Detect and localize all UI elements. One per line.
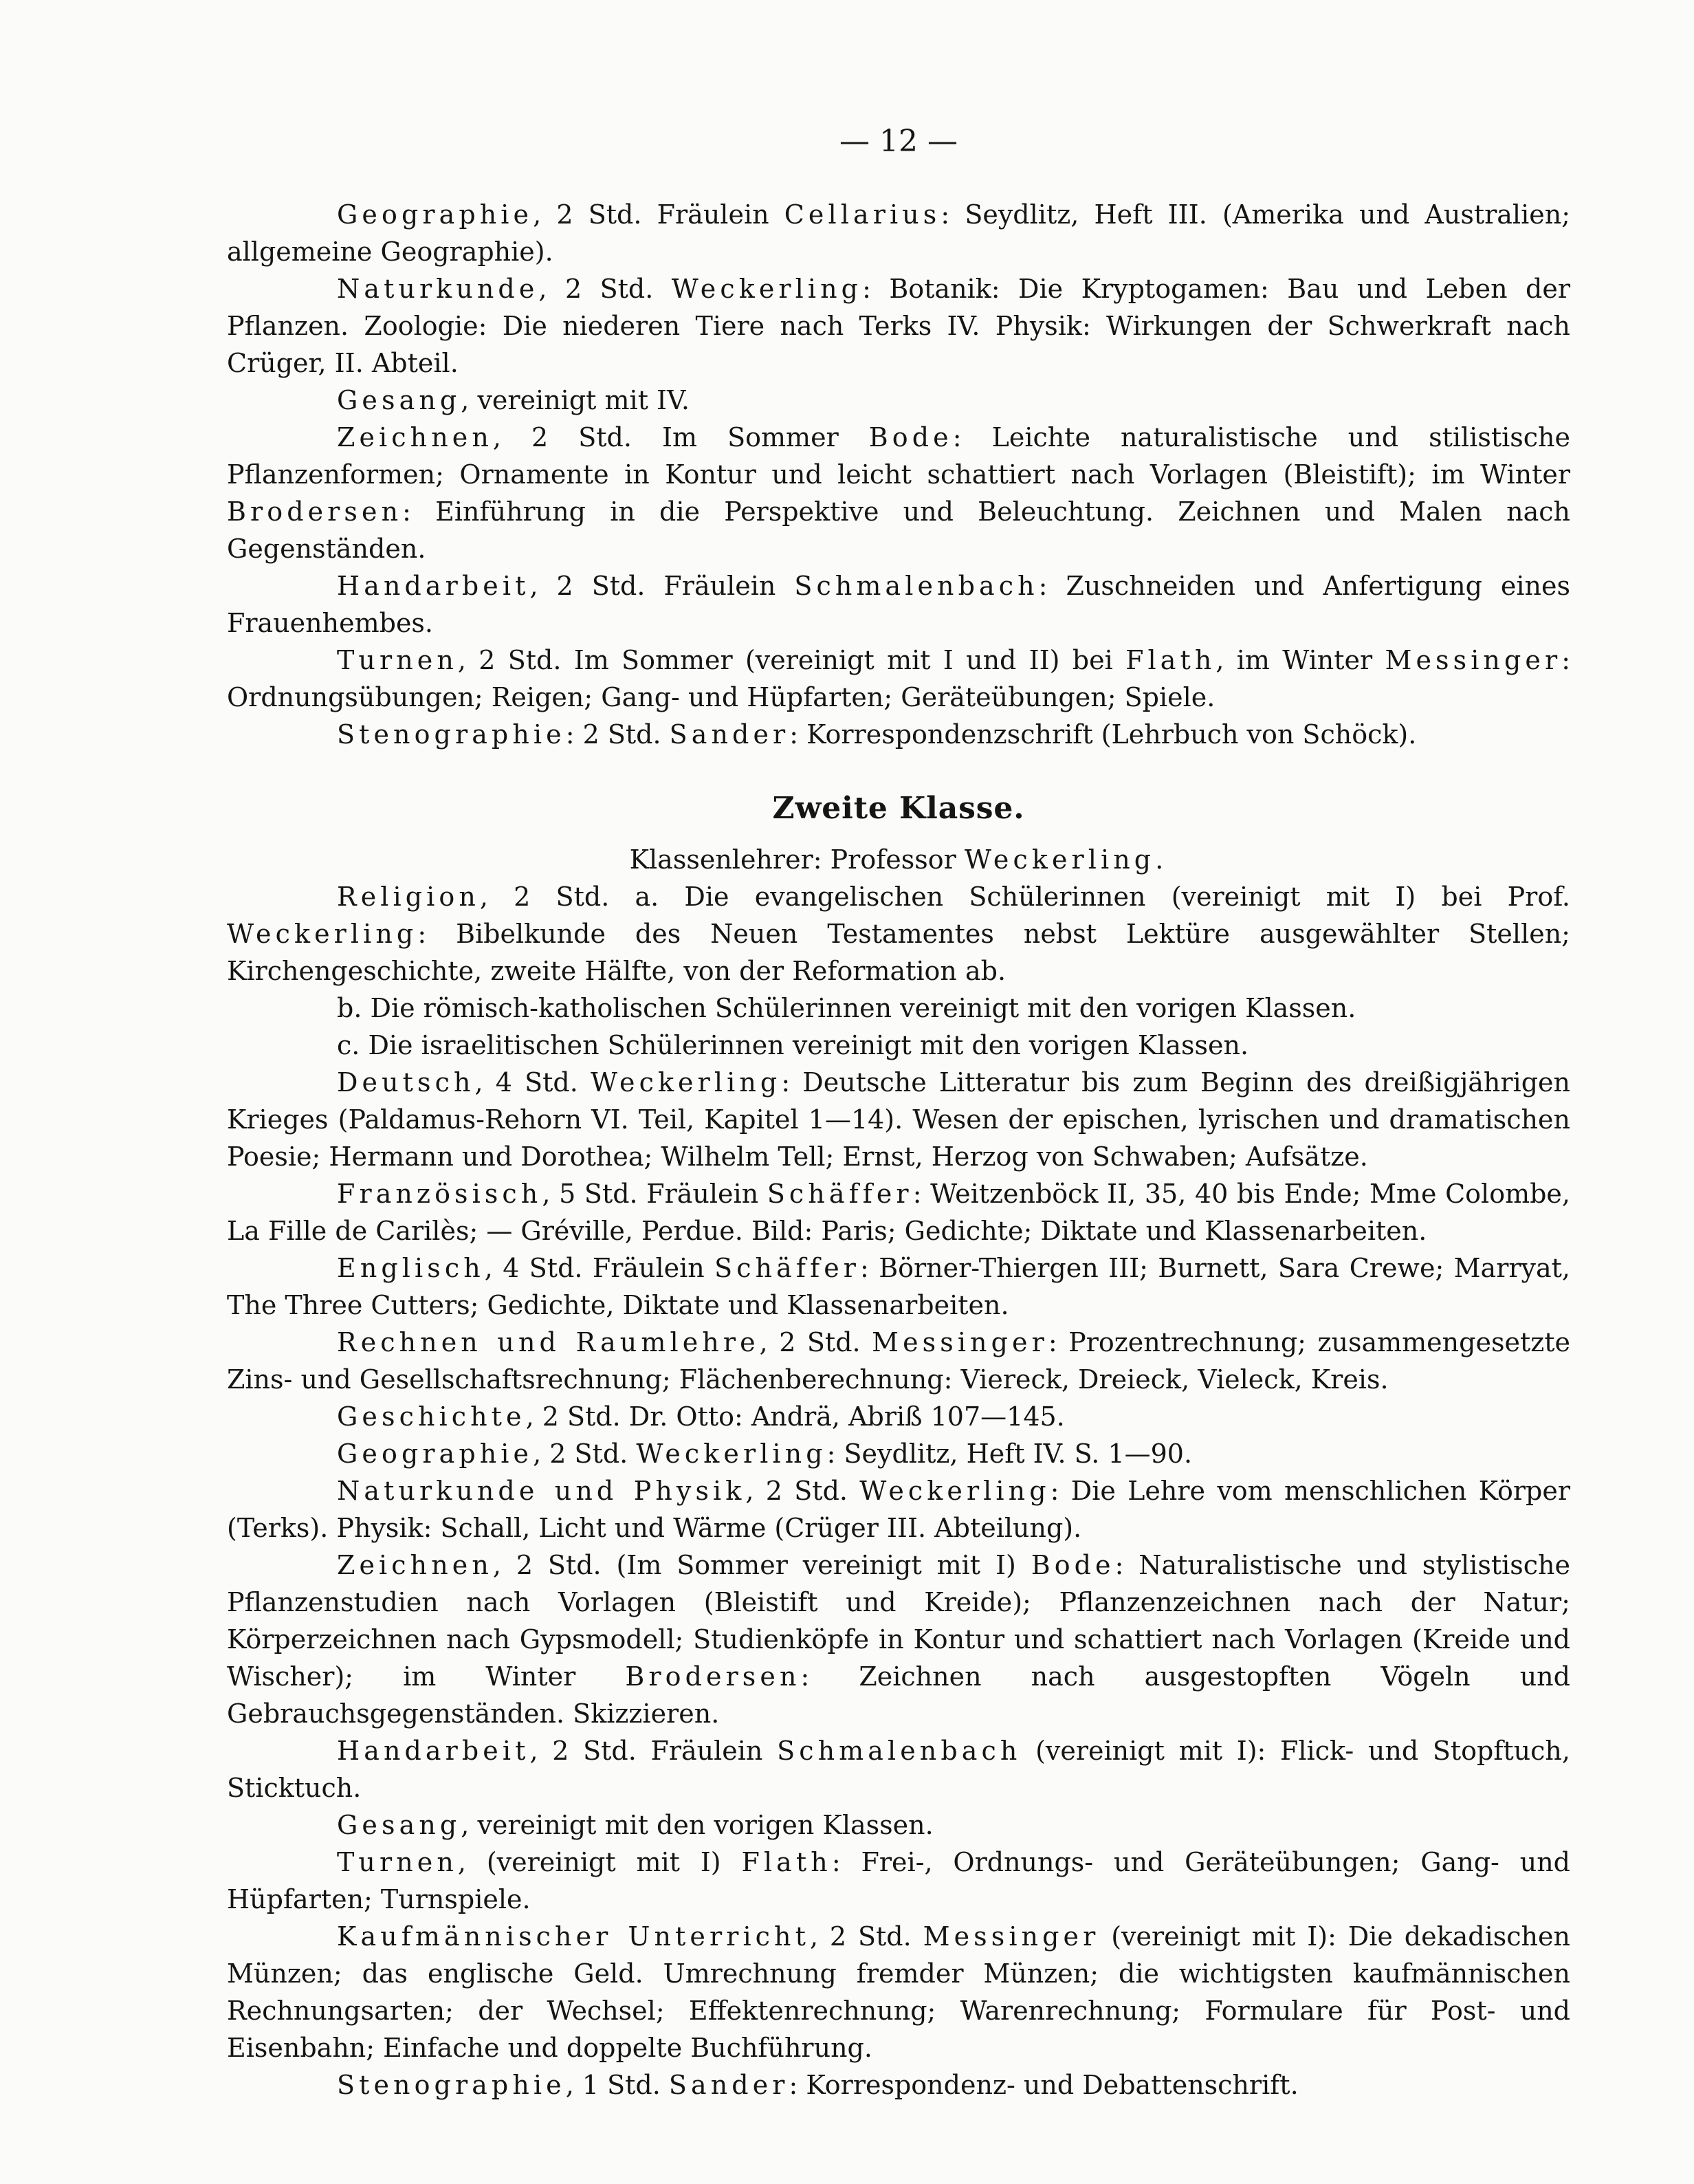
paragraph-religion bbox=[227, 878, 1570, 990]
subject: Handarbeit bbox=[337, 1736, 530, 1766]
paragraph-turnen bbox=[227, 642, 1570, 716]
text: : Korrespondenz- und Debattenschrift. bbox=[789, 2070, 1299, 2100]
paragraph-geographie bbox=[227, 196, 1570, 270]
text: , vereinigt mit den vorigen Klassen. bbox=[461, 1810, 934, 1840]
paragraph-stenographie-2 bbox=[227, 2066, 1570, 2104]
subject: Englisch bbox=[337, 1253, 485, 1283]
text: (vereinigt mit I): Die dekadischen Münzen; das englische Geld. Umrechnung fremder Münzen; die wichtigsten kaufmännischen Rechnungsarten; der Wechsel; Effektenrechnung; Warenrechnung; Formulare für Post- und Eisenbahn; Einfache und doppelte Buchführung. bbox=[227, 1921, 1570, 2063]
text: , 2 Std. Fräulein bbox=[529, 571, 795, 601]
text: : Botanik: Die Kryptogamen: Bau und Leben der Pflanzen. Zoologie: Die niederen Tiere nach Terks IV. Physik: Wirkungen der Schwerkraft nach Crüger, II. Abteil. bbox=[227, 274, 1570, 378]
text: : Seydlitz, Heft IV. S. 1—90. bbox=[826, 1439, 1193, 1469]
text: : Prozentrechnung; zusammengesetzte Zins- und Gesellschaftsrechnung; Flächenberechnung: Viereck, Dreieck, Vieleck, Kreis. bbox=[227, 1327, 1570, 1395]
text: , 2 Std. (Im Sommer vereinigt mit I) bbox=[492, 1550, 1031, 1580]
text: : Einführung in die Perspektive und Beleuchtung. Zeichnen und Malen nach Gegenständen. bbox=[227, 496, 1570, 564]
text: : Zuschneiden und Anfertigung eines Frauenhembes. bbox=[227, 571, 1570, 638]
teacher: Weckerling bbox=[859, 1476, 1050, 1506]
text: , 2 Std. Fräulein bbox=[529, 1736, 778, 1766]
paragraph-zeichnen-2 bbox=[227, 1547, 1570, 1732]
subject: Zeichnen bbox=[337, 1550, 493, 1580]
paragraph-zeichnen bbox=[227, 419, 1570, 567]
class-teacher-line bbox=[227, 841, 1570, 878]
subject: Kaufmännischer Unterricht bbox=[337, 1921, 810, 1952]
paragraph-englisch bbox=[227, 1249, 1570, 1324]
subject: Geschichte bbox=[337, 1401, 526, 1432]
section-title: Zweite Klasse. bbox=[772, 791, 1025, 826]
text: : Die Lehre vom menschlichen Körper (Terks). Physik: Schall, Licht und Wärme (Crüger III. Abteilung). bbox=[227, 1476, 1571, 1543]
subject: Handarbeit bbox=[337, 571, 530, 601]
text: : Leichte naturalistische und stilistische Pflanzenformen; Ornamente in Kontur und leicht schattiert nach Vorlagen (Bleistift); im Winter bbox=[227, 422, 1570, 490]
page-number: — 12 — bbox=[839, 124, 958, 159]
subject: Naturkunde bbox=[337, 274, 539, 304]
text: : Börner-Thiergen III; Burnett, Sara Crewe; Marryat, The Three Cutters; Gedichte, Diktate und Klassenarbeiten. bbox=[227, 1253, 1570, 1320]
subject: Gesang bbox=[337, 385, 461, 415]
text: , 2 Std. Im Sommer bbox=[492, 422, 869, 452]
text: : Frei-, Ordnungs- und Geräteübungen; Gang- und Hüpfarten; Turnspiele. bbox=[227, 1847, 1571, 1914]
paragraph-kaufmaennisch bbox=[227, 1918, 1570, 2066]
subject: Rechnen und Raumlehre bbox=[337, 1327, 760, 1357]
teacher: Messinger bbox=[872, 1327, 1048, 1357]
subject: Naturkunde und Physik bbox=[337, 1476, 746, 1506]
paragraph-religion-b: b. Die römisch-katholischen Schülerinnen vereinigt mit den vorigen Klassen. bbox=[337, 993, 1356, 1023]
teacher: Bode bbox=[868, 422, 953, 452]
text: : Weitzenböck II, 35, 40 bis Ende; Mme Colombe, La Fille de Carilès; — Gréville, Perdue. Bild: Paris; Gedichte; Diktate und Klassenarbeiten. bbox=[227, 1179, 1570, 1246]
subject: Turnen bbox=[337, 645, 458, 675]
subject: Religion bbox=[337, 882, 480, 912]
text: , im Winter bbox=[1216, 645, 1385, 675]
teacher: Schmalenbach bbox=[777, 1736, 1022, 1766]
text: : 2 Std. bbox=[565, 719, 670, 750]
subject: Geographie bbox=[337, 1439, 534, 1469]
paragraph-stenographie bbox=[227, 716, 1570, 753]
teacher: Weckerling bbox=[671, 274, 863, 304]
teacher: Messinger bbox=[923, 1921, 1100, 1952]
text: , 2 Std. a. Die evangelischen Schülerinnen (vereinigt mit I) bei Prof. bbox=[479, 882, 1570, 912]
text: , 1 Std. bbox=[565, 2070, 669, 2100]
paragraph-handarbeit bbox=[227, 567, 1570, 642]
teacher: Schmalenbach bbox=[794, 571, 1039, 601]
text: , 2 Std. bbox=[809, 1921, 923, 1952]
teacher: Messinger bbox=[1385, 645, 1562, 675]
paragraph-religion-c: c. Die israelitischen Schülerinnen vereinigt mit den vorigen Klassen. bbox=[337, 1030, 1249, 1060]
paragraph-naturkunde bbox=[227, 270, 1570, 382]
teacher: Weckerling bbox=[636, 1439, 827, 1469]
teacher: Cellarius bbox=[784, 199, 941, 230]
paragraph-geographie-2 bbox=[227, 1435, 1570, 1472]
teacher: Flath bbox=[741, 1847, 832, 1877]
teacher: Bode bbox=[1031, 1550, 1115, 1580]
paragraph-turnen-2 bbox=[227, 1844, 1570, 1918]
paragraph-gesang bbox=[227, 382, 1570, 419]
text: , 2 Std. bbox=[538, 274, 672, 304]
text: , 2 Std. bbox=[745, 1476, 860, 1506]
text: , 2 Std. bbox=[759, 1327, 872, 1357]
body-text bbox=[227, 196, 1570, 2104]
teacher: Brodersen bbox=[227, 496, 403, 527]
text: , 2 Std. bbox=[533, 1439, 637, 1469]
text: , 2 Std. Fräulein bbox=[533, 199, 784, 230]
paragraph-franzoesisch bbox=[227, 1175, 1570, 1249]
paragraph-rechnen bbox=[227, 1324, 1570, 1398]
text: , (vereinigt mit I) bbox=[457, 1847, 742, 1877]
subject: Stenographie bbox=[337, 719, 566, 750]
text: (vereinigt mit I): Flick- und Stopftuch, Sticktuch. bbox=[227, 1736, 1570, 1803]
subject: Gesang bbox=[337, 1810, 461, 1840]
text: Klassenlehrer: Professor bbox=[629, 844, 965, 875]
subject: Deutsch bbox=[337, 1067, 475, 1098]
text: , 4 Std. bbox=[474, 1067, 591, 1098]
teacher: Flath bbox=[1125, 645, 1216, 675]
paragraph-deutsch bbox=[227, 1064, 1570, 1175]
text: , 2 Std. Im Sommer (vereinigt mit I und II) bei bbox=[457, 645, 1126, 675]
subject: Zeichnen bbox=[337, 422, 493, 452]
text: : Bibelkunde des Neuen Testamentes nebst Lektüre ausgewählter Stellen; Kirchengeschichte, zweite Hälfte, von der Reformation ab. bbox=[227, 919, 1570, 986]
subject: Stenographie bbox=[337, 2070, 566, 2100]
paragraph-naturkunde-2 bbox=[227, 1472, 1570, 1547]
teacher: Schäffer bbox=[714, 1253, 861, 1283]
text: , 4 Std. Fräulein bbox=[484, 1253, 715, 1283]
text: : Deutsche Litteratur bis zum Beginn des dreißigjährigen Krieges (Paldamus-Rehorn VI. Teil, Kapitel 1—14). Wesen der epischen, lyrischen und dramatischen Poesie; Hermann und Dorothea; Wilhelm Tell; Ernst, Herzog von Schwaben; Aufsätze. bbox=[227, 1067, 1570, 1172]
teacher: Weckerling bbox=[590, 1067, 782, 1098]
text: : Naturalistische und stylistische Pflanzenstudien nach Vorlagen (Bleistift und Kreide); Pflanzenzeichnen nach der Natur; Körperzeichnen nach Gypsmodell; Studienköpfe in Kontur und schattiert nach Vorlagen (Kreide und Wischer); im Winter bbox=[227, 1550, 1571, 1692]
teacher: Weckerling bbox=[227, 919, 418, 949]
text: , vereinigt mit IV. bbox=[461, 385, 690, 415]
teacher: Sander bbox=[668, 2070, 789, 2100]
text: : Seydlitz, Heft III. (Amerika und Australien; allgemeine Geographie). bbox=[227, 199, 1570, 267]
paragraph-handarbeit-2 bbox=[227, 1732, 1570, 1806]
text: : Ordnungsübungen; Reigen; Gang- und Hüpfarten; Geräteübungen; Spiele. bbox=[227, 645, 1571, 712]
subject: Französisch bbox=[337, 1179, 542, 1209]
text: : Korrespondenzschrift (Lehrbuch von Schöck). bbox=[789, 719, 1417, 750]
teacher: Brodersen bbox=[625, 1661, 801, 1692]
teacher: Schäffer bbox=[767, 1179, 913, 1209]
text: , 2 Std. Dr. Otto: Andrä, Abriß 107—145. bbox=[525, 1401, 1065, 1432]
subject: Geographie bbox=[337, 199, 534, 230]
paragraph-gesang-2 bbox=[227, 1806, 1570, 1844]
teacher: Sander bbox=[669, 719, 790, 750]
class-teacher-name: Weckerling. bbox=[964, 844, 1168, 875]
text: , 5 Std. Fräulein bbox=[542, 1179, 767, 1209]
subject: Turnen bbox=[337, 1847, 458, 1877]
paragraph-geschichte bbox=[227, 1398, 1570, 1435]
text: : Zeichnen nach ausgestopften Vögeln und Gebrauchsgegenständen. Skizzieren. bbox=[227, 1661, 1570, 1729]
